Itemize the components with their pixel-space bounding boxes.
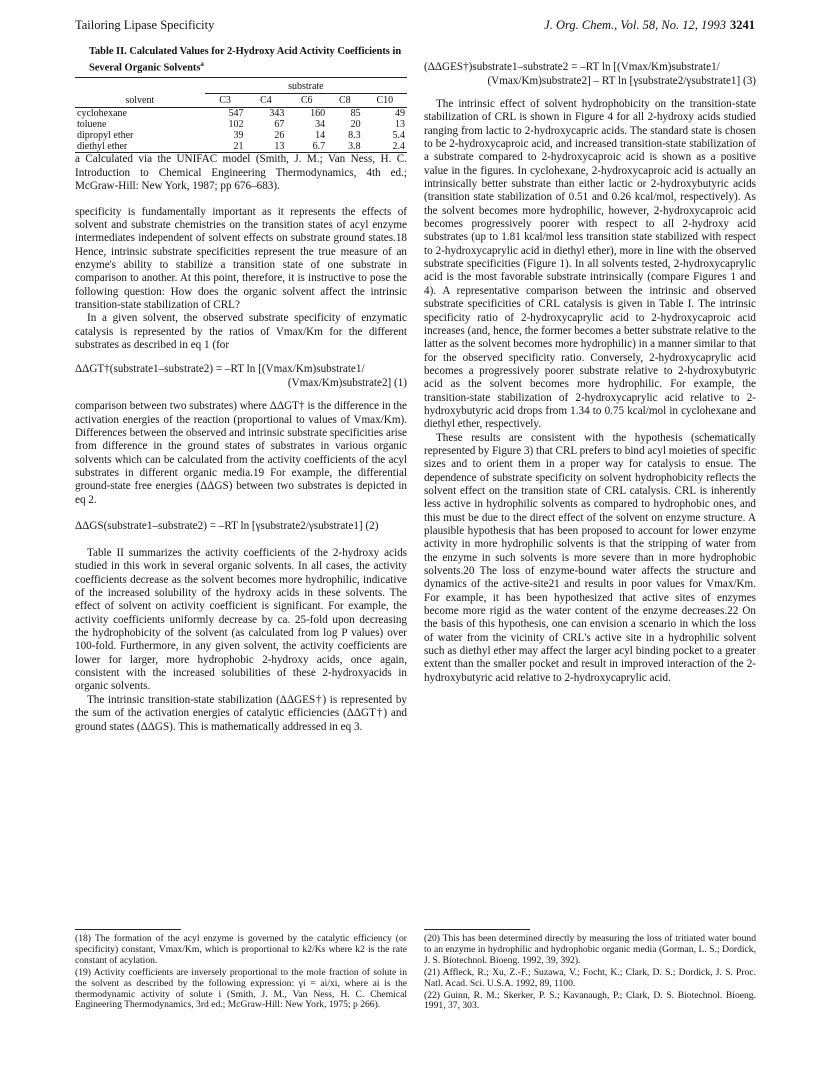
value-cell: 102 [228,119,244,131]
value-cell: 67 [274,119,285,131]
table-title-footnote-mark: a [200,60,204,68]
journal-citation [544,18,755,33]
footnote: (20) This has been determined directly by measuring the loss of tritiated water bound to an enzyme in hydrophilic and hydrophobic organic media (Gorman, L. S.; Dordick, J. S. Biotechnol. Bioeng. 1992, 39, 392). [424,933,756,966]
value-cell: 20 [350,119,361,131]
body-paragraph: specificity is fundamentally important as it represents the effects of solvent and substrate chemistries on the transition states of acyl enzyme intermediates independent of solvent effects on substrate ground states.18 Hence, intrinsic substrate specificities represent the true measure of an enzyme's ability to stabilize a transition state of one substrate in comparison to another. At this point, therefore, it is instructive to pose the following question: How does the organic solvent affect the intrinsic transition-state stabilization of CRL? [75,205,407,311]
footnote: (18) The formation of the acyl enzyme is governed by the catalytic efficiency (or specificity) constant, Vmax/Km, which is proportional to k2/Ks where k2 is the rate constant of acylation. [75,933,407,966]
value-cell: 8.3 [348,130,361,142]
equation-line: ΔΔGT†(substrate1–substrate2) = –RT ln [(Vmax/Km)substrate1/ [75,363,365,376]
solvent-cell: toluene [77,119,107,131]
value-cell: 26 [274,130,285,142]
value-cell: 13 [274,141,285,153]
activity-coefficient-table [75,77,407,153]
value-cell: 547 [228,108,244,120]
body-paragraph: These results are consistent with the hypothesis (schematically represented by Figure 3) that CRL prefers to bind acyl moieties of specific sizes and to orient them in a proper way for catalysis to ensue. The dependence of substrate specificity on solvent hydrophobicity reflects the solvent effect on the transition state of CRL catalysis. CRL is inherently less active in hydrophilic solvents as compared to hydrophobic ones, and this must be due to the direct effect of the solvent on enzyme structure. A plausible hypothesis that has been proposed to account for lower enzyme activity in more hydrophilic solvents is that the stripping of water from the enzyme in such solvents is more severe than in more hydrophobic solvents.20 The loss of enzyme-bound water affects the structure and dynamics of the active-site21 and results in poor values for Vmax/Km. For example, it has been hypothesized that active sites of enzymes become more rigid as the water content of the enzyme decreases.22 On the basis of this hypothesis, one can envision a scenario in which the loss of water from the vicinity of CRL's active site in a hydrophilic solvent such as diethyl ether may affect the larger acyl binding pocket to a greater extent than the smaller pocket and result in improved interaction of the 2-hydroxybutyric acid relative to 2-hydroxycaprylic acid. [424,431,756,684]
value-cell: 343 [269,108,285,120]
value-cell: 6.7 [312,141,326,153]
value-cell: 3.8 [348,141,361,153]
value-cell: 5.4 [392,130,405,142]
left-column [75,46,407,734]
running-title: Tailoring Lipase Specificity [75,18,215,32]
column-header: C10 [376,95,394,107]
footnote: (19) Activity coefficients are inversely proportional to the mole fraction of solute in the solvent as described by the following expression: γi = ai/xi, where ai is the thermodynamic activity of solute i (Smith, J. M., Van Ness, H. C. Chemical Engineering Thermodynamics, 3rd ed.; McGraw-Hill: New York, 1975; p 266). [75,966,407,1011]
footnote: (21) Affleck, R.; Xu, Z.-F.; Suzawa, V.; Focht, K.; Clark, D. S.; Dordick, J. S. Proc. Natl. Acad. Sci. U.S.A. 1992, 89, 1100. [424,966,756,989]
column-header: C4 [260,95,272,107]
footnote-rule [424,929,530,930]
body-paragraph: comparison between two substrates) where ΔΔGT† is the difference in the activation energies of the reaction (proportional to values of Vmax/Km). Differences between the observed and intrinsic substrate specificities arise from difference in the ground states of substrates in various organic solvents which can be calculated from the activity coefficients of the acyl substrates in different organic media.19 For example, the differential ground-state free energies (ΔΔGS) between two substrates is depicted in eq 2. [75,400,407,506]
column-header: C6 [300,95,313,107]
column-header: C8 [339,95,351,107]
body-paragraph: In a given solvent, the observed substrate specificity of enzymatic catalysis is represented by the ratios of Vmax/Km for the different substrates as described in eq 1 (for [75,312,407,351]
equation-line: (ΔΔGES†)substrate1–substrate2 = –RT ln [(Vmax/Km)substrate1/ [424,61,720,73]
solvent-header: solvent [125,95,155,107]
table-row [75,141,407,153]
equation-2: ΔΔGS(substrate1–substrate2) = –RT ln [γsubstrate2/γsubstrate1] (2) [75,520,379,533]
value-cell: 21 [233,141,244,153]
value-cell: 13 [395,119,405,131]
value-cell: 2.4 [392,141,405,153]
journal-name: J. Org. Chem., Vol. 58, No. 12, 1993 [544,18,726,32]
substrate-group-header: substrate [205,78,407,94]
page-number: 3241 [730,18,755,32]
value-cell: 49 [395,108,405,120]
right-footnotes [424,934,756,1013]
equation-line: (Vmax/Km)substrate2] – RT ln [γsubstrate2/γsubstrate1] (3) [487,75,756,87]
table-footnote: a Calculated via the UNIFAC model (Smith, J. M.; Van Ness, H. C. Introduction to Chemical Engineering Thermodynamics, 4th ed.; McGraw-Hill: New York, 1987; pp 676–683). [75,153,407,193]
value-cell: 34 [315,119,326,131]
footnote: (22) Guinn, R. M.; Skerker, P. S.; Kavanaugh, P.; Clark, D. S. Biotechnol. Bioeng. 1991, 37, 303. [424,989,756,1012]
body-paragraph: Table II summarizes the activity coefficients of the 2-hydroxy acids studied in this work in several organic solvents. In all cases, the activity coefficients decrease as the solvent becomes more hydrophilic, indicative of the increased solubility of the hydroxy acids in these solvents. The effect of solvent on activity coefficient is significant. For example, the activity coefficients uniformly decrease by ca. 25-fold upon decreasing the hydrophobicity of the solvent (as calculated from log P values) over 100-fold. Furthermore, in any given solvent, the activity coefficients are lower for larger, more hydrophobic 2-hydroxy acids, once again, consistent with the increased solubilities of these 2-hydroxyacids in organic solvents. [75,547,407,693]
footnote-rule [75,929,181,930]
body-paragraph: The intrinsic effect of solvent hydrophobicity on the transition-state stabilization of CRL is shown in Figure 4 for all 2-hydroxy acids studied ranging from lactic to 2-hydroxycapric acids. The standard state is chosen to be 2-hydroxycaproic acid, and increased transition-state stabilization of a substrate compared to 2-hydroxycaproic acid is shown as a positive value in the figures. In cyclohexane, 2-hydroxycaproic acid is actually an intrinsically better substrate than either lactic or 2-hydroxybutyric acids (transition state stabilization of 0.51 and 0.26 kcal/mol, respectively). As the solvent becomes more hydrophilic, however, 2-hydroxycaproic acid becomes progressively poorer with respect to all 2-hydroxy acid substrates (up to 1.81 kcal/mol less transition state stabilized with respect to 2-hydroxycaprylic acid in diethyl ether), more in line with the observed substrate specificities (Figure 1). In all solvents tested, 2-hydroxycaprylic acid is the most favorable substrate intrinsically (compare Figures 1 and 4). A representative comparison between the intrinsic and observed substrate specificities of CRL catalysis is given in Table I. The intrinsic specificity ratio of 2-hydroxycaprylic acid to 2-hydroxycaproic acid increases (and, hence, the former becomes a better substrate relative to the latter as the solvent becomes more hydrophilic) in a manner similar to that for the observed specificity ratio. Conversely, 2-hydroxycaprylic acid becomes a progressively poorer substrate relative to 2-hydroxybutyric acid as the solvent becomes more hydrophilic. For example, the transition-state stabilization of 2-hydroxycaprylic acid relative to 2-hydroxybutyric acid drops from 1.34 to 0.75 kcal/mol in cyclohexane and diethyl ether, respectively. [424,98,756,431]
value-cell: 85 [350,108,361,120]
equation-3 [424,60,756,88]
equation-1 [75,362,407,390]
solvent-cell: diethyl ether [77,141,128,153]
value-cell: 160 [310,108,326,120]
right-column [424,46,756,685]
value-cell: 39 [233,130,244,142]
table-title: Table II. Calculated Values for 2-Hydroxy Acid Activity Coefficients in Several Organic Solvents$^a$ [89,46,402,74]
column-header: C3 [219,95,231,107]
solvent-cell: cyclohexane [77,108,127,120]
solvent-cell: dipropyl ether [77,130,134,142]
body-paragraph: The intrinsic transition-state stabilization (ΔΔGES†) is represented by the sum of the activation energies of catalytic efficiencies (ΔΔGT†) and ground states (ΔΔGS). This is mathematically addressed in eq 3. [75,693,407,733]
table-row [75,119,407,130]
equation-line: (Vmax/Km)substrate2] (1) [287,377,407,390]
left-footnotes [75,934,407,1012]
table-row [75,130,407,141]
value-cell: 14 [315,130,326,142]
table-row [75,108,407,120]
